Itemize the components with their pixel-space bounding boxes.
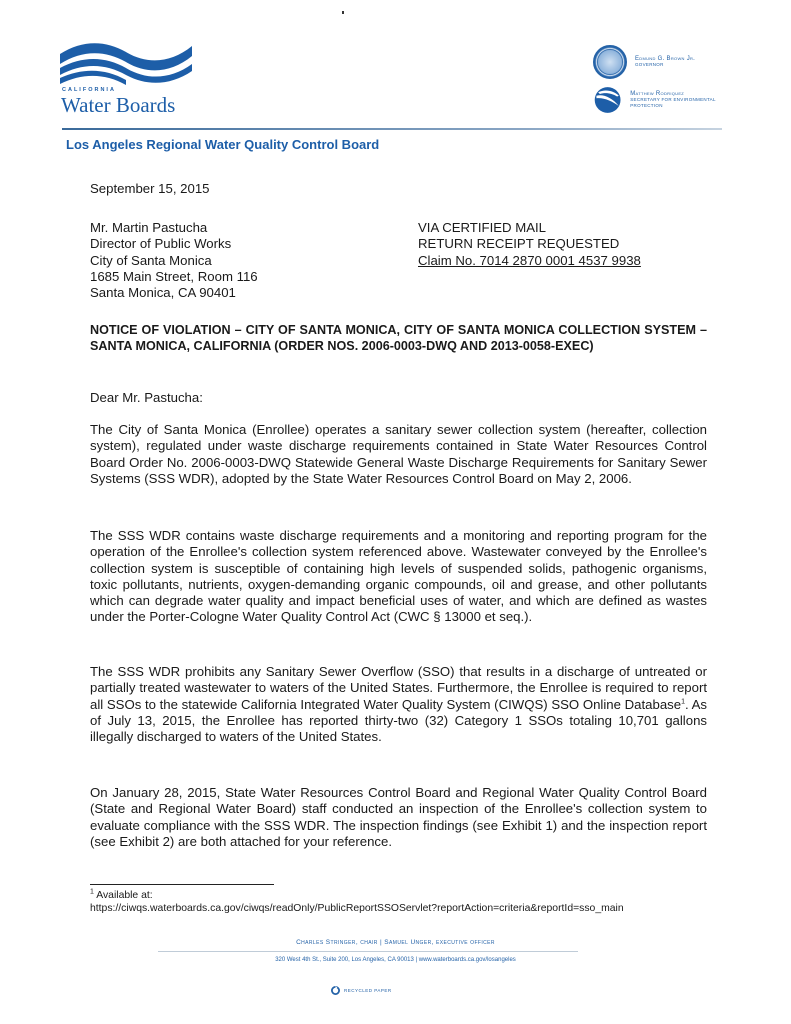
footer-address: 320 West 4th St., Suite 200, Los Angeles, CA 90013 | www.waterboards.ca.gov/losangeles: [275, 957, 516, 963]
body-paragraph: [90, 664, 707, 745]
officials-block: [593, 43, 733, 119]
official-name: Edmund G. Brown Jr.: [635, 56, 696, 62]
letter-date: September 15, 2015: [90, 181, 210, 196]
official-secretary: [593, 81, 733, 119]
official-name: Matthew Rodriquez: [630, 91, 685, 97]
recipient-line: 1685 Main Street, Room 116: [90, 268, 258, 284]
water-boards-logo: [60, 40, 200, 118]
header-divider: [62, 128, 722, 130]
letter-subject: NOTICE OF VIOLATION – CITY OF SANTA MONICA, CITY OF SANTA MONICA COLLECTION SYSTEM – SANTA MONICA, CALIFORNIA (ORDER NOS. 2006-0003-DWQ AND 2013-0058-EXEC): [90, 323, 707, 353]
footnote-url-link[interactable]: https://ciwqs.waterboards.ca.gov/ciwqs/readOnly/PublicReportSSOServlet?reportAction=criteria&reportId=sso_main: [90, 903, 624, 914]
body-paragraph: The City of Santa Monica (Enrollee) operates a sanitary sewer collection system (hereafter, collection system), regulated under waste discharge requirements contained in State Water Resources Control Board Order No. 2006-0003-DWQ Statewide General Waste Discharge Requirements for Sanitary Sewer Systems (SSS WDR), adopted by the State Water Resources Control Board on May 2, 2006.: [90, 422, 707, 486]
delivery-method: [418, 220, 641, 269]
body-paragraph: The SSS WDR contains waste discharge requirements and a monitoring and reporting program for the operation of the Enrollee's collection system referenced above. Wastewater conveyed by the Enrollee's collection system is susceptible of containing high levels of suspended solids, pathogenic organisms, toxic pollutants, nutrients, oxygen-demanding organic compounds, oil and grease, and other pollutants which can degrade water quality and impact beneficial uses of water, and which are defined as wastes under the Porter-Cologne Water Quality Control Act (CWC § 13000 et seq.).: [90, 528, 707, 625]
body-paragraph: On January 28, 2015, State Water Resources Control Board and Regional Water Quality Control Board (State and Regional Water Board) staff conducted an inspection of the Enrollee's collection system to evaluate compliance with the SSS WDR. The inspection findings (see Exhibit 1) and the inspection report (see Exhibit 2) are both attached for your reference.: [90, 785, 707, 849]
delivery-line: RETURN RECEIPT REQUESTED: [418, 236, 620, 252]
delivery-line: VIA CERTIFIED MAIL: [418, 220, 546, 235]
recycle-icon: [331, 986, 340, 995]
claim-number: Claim No. 7014 2870 0001 4537 9938: [418, 252, 641, 268]
board-name: Los Angeles Regional Water Quality Control Board: [66, 137, 380, 152]
footnote-label: Available at:: [96, 890, 153, 901]
salutation: Dear Mr. Pastucha:: [90, 390, 203, 405]
recipient-address: [90, 220, 258, 301]
recycled-paper-mark: [331, 986, 392, 995]
paragraph-text: . As of July 13, 2015, the Enrollee has reported thirty-two (32) Category 1 SSOs totaling 10,701 gallons illegally discharged to waters of the United States.: [90, 696, 707, 745]
water-waves-logo-icon: [60, 40, 192, 86]
footnote-divider: [90, 884, 274, 885]
footnote-marker: 1: [90, 888, 94, 896]
official-title: SECRETARY FOR ENVIRONMENTAL PROTECTION: [630, 97, 716, 108]
paragraph-text: The SSS WDR prohibits any Sanitary Sewer Overflow (SSO) that results in a discharge of untreated or partially treated wastewater to waters of the United States. Furthermore, the Enrollee is required to report all SSOs to the statewide California Integrated Water Quality System (CIWQS) SSO Online Database: [90, 664, 707, 712]
logo-brand-text: Water Boards: [61, 93, 176, 117]
calepa-logo-icon: [593, 83, 622, 117]
footer-officers: Charles Stringer, chair | Samuel Unger, executive officer: [296, 939, 495, 946]
recipient-line: Santa Monica, CA 90401: [90, 285, 236, 301]
recipient-line: Mr. Martin Pastucha: [90, 220, 208, 235]
california-state-seal-icon: [593, 45, 627, 79]
footer-divider: [158, 951, 578, 952]
recipient-line: City of Santa Monica: [90, 252, 212, 268]
footnote: [90, 889, 624, 915]
scan-mark: [342, 11, 344, 14]
footnote-reference[interactable]: 1: [681, 698, 685, 706]
logo-state-label: CALIFORNIA: [62, 87, 116, 93]
official-governor: [593, 43, 733, 81]
recipient-line: Director of Public Works: [90, 236, 232, 252]
official-title: GOVERNOR: [635, 62, 664, 67]
recycled-label: RECYCLED PAPER: [344, 988, 392, 993]
